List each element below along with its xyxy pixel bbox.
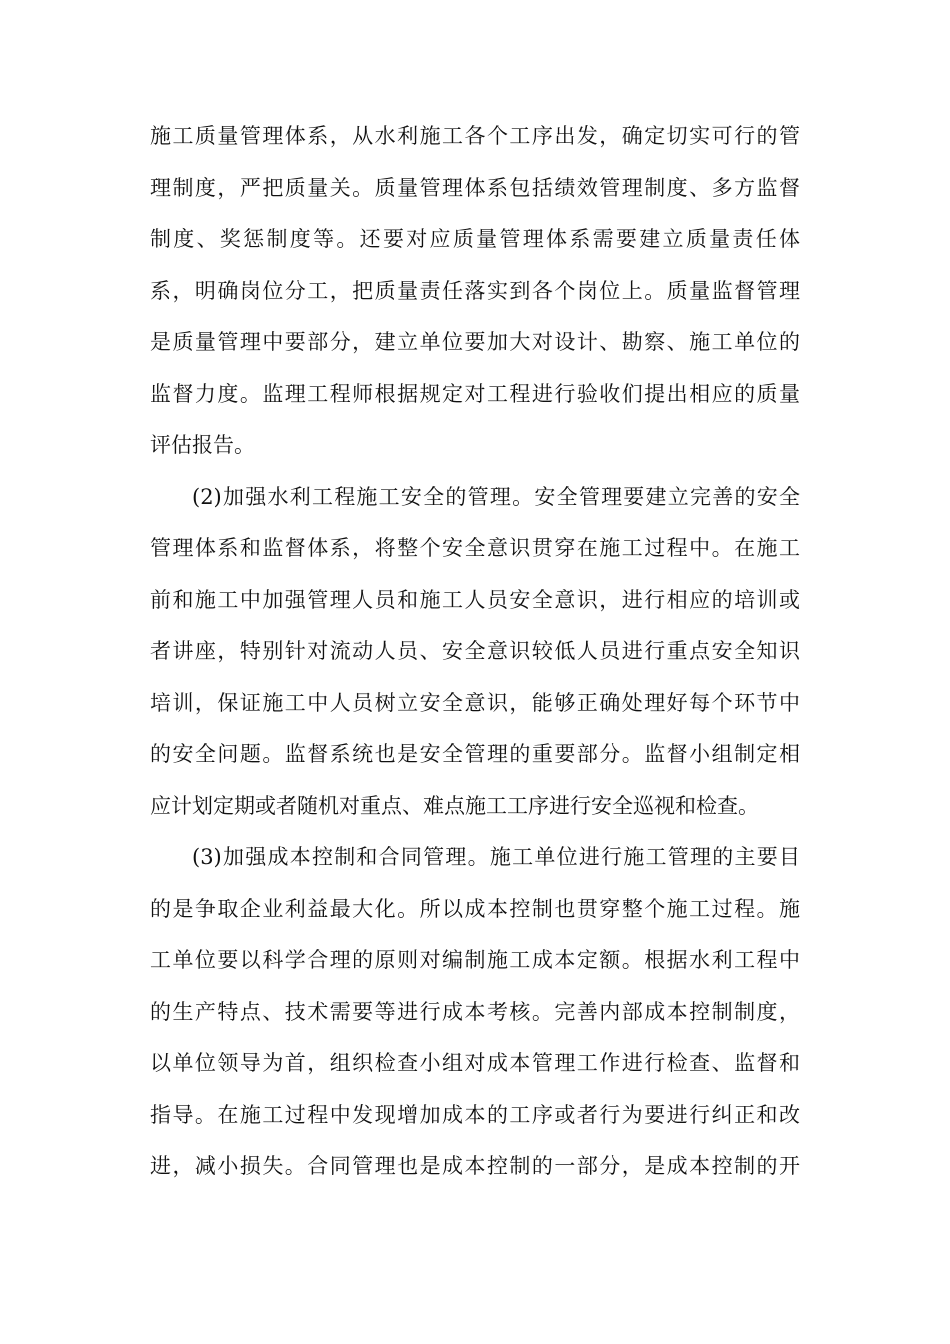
text-line: 的安全问题。监督系统也是安全管理的重要部分。监督小组制定相 [150, 742, 800, 766]
text-line: 前和施工中加强管理人员和施工人员安全意识，进行相应的培训或 [150, 587, 800, 612]
text-line: 监督力度。监理工程师根据规定对工程进行验收们提出相应的质量 [150, 381, 800, 406]
document-page [150, 111, 800, 1193]
text-line: 管理体系和监督体系，将整个安全意识贯穿在施工过程中。在施工 [150, 536, 800, 560]
text-line: 培训，保证施工中人员树立安全意识，能够正确处理好每个环节中 [150, 690, 800, 715]
text-line: (2)加强水利工程施工安全的管理。安全管理要建立完善的安全 [192, 484, 800, 509]
text-line: 的生产特点、技术需要等进行成本考核。完善内部成本控制制度， [150, 999, 800, 1024]
text-line: 指导。在施工过程中发现增加成本的工序或者行为要进行纠正和改 [150, 1102, 800, 1127]
text-line: 系，明确岗位分工，把质量责任落实到各个岗位上。质量监督管理 [150, 278, 800, 303]
text-line: 应计划定期或者随机对重点、难点施工工序进行安全巡视和检查。 [150, 793, 759, 818]
text-line: 工单位要以科学合理的原则对编制施工成本定额。根据水利工程中 [150, 948, 800, 972]
text-line: 的是争取企业利益最大化。所以成本控制也贯穿整个施工过程。施 [150, 896, 800, 921]
text-line: (3)加强成本控制和合同管理。施工单位进行施工管理的主要目 [192, 845, 800, 869]
text-line: 评估报告。 [150, 433, 255, 457]
paragraph-quality-management [150, 111, 800, 472]
paragraph-safety-management [150, 472, 800, 833]
text-line: 进，减小损失。合同管理也是成本控制的一部分，是成本控制的开 [150, 1154, 800, 1178]
text-line: 制度、奖惩制度等。还要对应质量管理体系需要建立质量责任体 [150, 227, 800, 251]
text-line: 者讲座，特别针对流动人员、安全意识较低人员进行重点安全知识 [150, 639, 800, 663]
text-line: 是质量管理中要部分，建立单位要加大对设计、勘察、施工单位的 [150, 330, 800, 354]
text-line: 理制度，严把质量关。质量管理体系包括绩效管理制度、多方监督 [150, 175, 800, 200]
text-line: 以单位领导为首，组织检查小组对成本管理工作进行检查、监督和 [150, 1051, 800, 1075]
text-line: 施工质量管理体系，从水利施工各个工序出发，确定切实可行的管 [150, 124, 800, 148]
paragraph-cost-contract-management [150, 832, 800, 1193]
